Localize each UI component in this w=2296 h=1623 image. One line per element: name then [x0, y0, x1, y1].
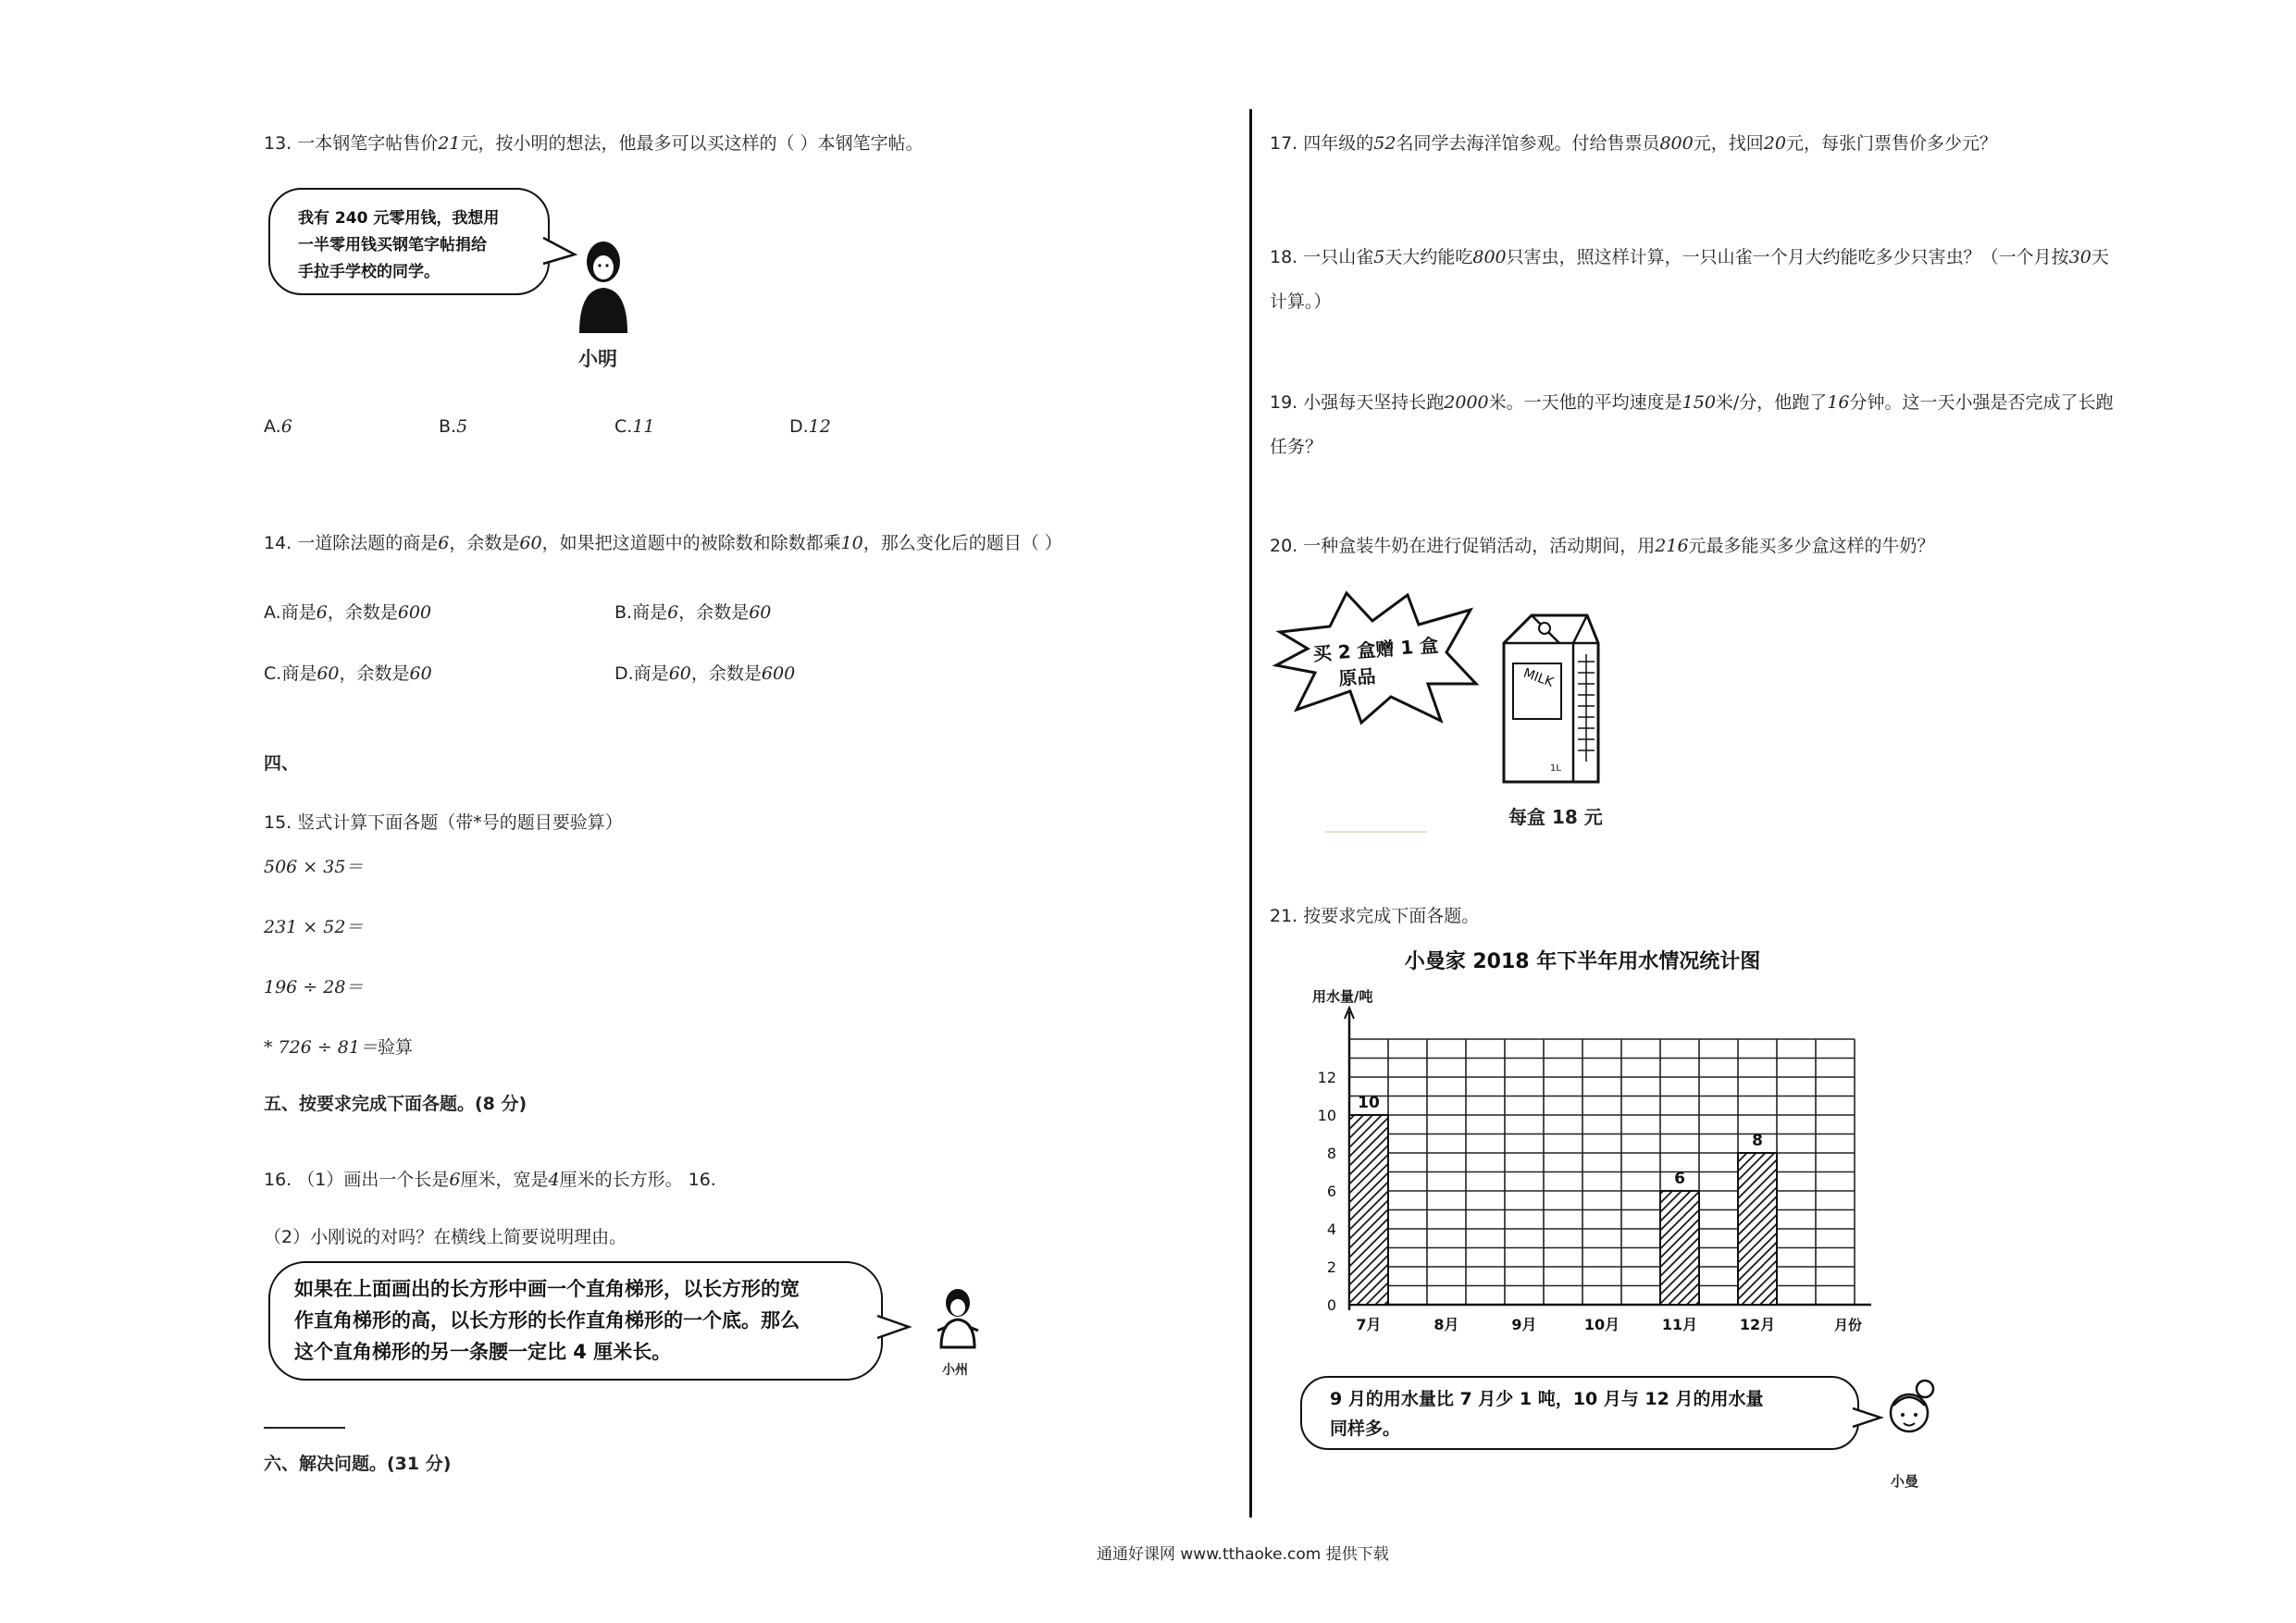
q13-bubble-line: 一半零用钱买钢笔字帖捐给: [298, 236, 487, 254]
option-value: 60: [668, 663, 691, 684]
milk-volume: 1L: [1550, 763, 1561, 774]
q15-item: 196 ÷ 28＝: [264, 977, 364, 997]
q15-item: 506 × 35＝: [264, 857, 364, 877]
bar: [1660, 1191, 1699, 1305]
x-tick-label: 10月: [1583, 1316, 1620, 1333]
q14-stem-part: 14. 一道除法题的商是: [264, 533, 439, 553]
q16-width: 4: [548, 1170, 560, 1190]
y-tick-label: 4: [1326, 1220, 1336, 1238]
promo-burst-icon: [1272, 588, 1481, 726]
q19-number: 2000: [1444, 392, 1489, 413]
q21-stem: 21. 按要求完成下面各题。: [1270, 906, 1480, 926]
q13-option-c[interactable]: [614, 416, 655, 437]
q14-stem-part: ，如果把这道题中的被除数和除数都乘: [541, 533, 841, 553]
bar-data-label: 6: [1674, 1170, 1685, 1188]
y-tick-label: 2: [1326, 1258, 1336, 1276]
option-letter: B.: [614, 602, 633, 623]
option-letter: C.: [614, 416, 633, 437]
q18-text: 天: [2091, 247, 2109, 267]
q17-number: 52: [1373, 133, 1396, 154]
q13-bubble-line: 手拉手学校的同学。: [298, 263, 440, 281]
x-tick-label: 9月: [1511, 1316, 1537, 1333]
xiaozhou-name: 小州: [942, 1363, 968, 1378]
q16-text: 厘米，宽是: [460, 1170, 549, 1190]
q16-text: 16. （1）画出一个长是: [264, 1170, 450, 1190]
q17-number: 20: [1763, 133, 1786, 154]
q13-bubble-line: 我有 240 元零用钱，我想用: [298, 209, 500, 228]
q16-part1: [264, 1166, 716, 1191]
q14-stem-part: ，余数是: [449, 533, 520, 553]
x-tick-label: 11月: [1661, 1316, 1698, 1333]
q15-item-4-expr: * 726 ÷ 81＝: [264, 1037, 378, 1058]
option-value: 11: [632, 416, 655, 437]
option-text: 商是: [633, 663, 669, 684]
option-value: 6: [667, 602, 679, 623]
q17-text: 名同学去海洋馆参观。付给售票员: [1396, 133, 1660, 154]
water-usage-chart: [1277, 935, 1888, 1351]
q19-text: 19. 小强每天坚持长跑: [1270, 392, 1445, 413]
y-tick-label: 12: [1317, 1069, 1336, 1086]
option-text: 商是: [280, 602, 316, 623]
q15-item-4: [264, 1034, 413, 1059]
chart-axes: [1345, 1008, 1871, 1310]
section-6-heading: 六、解决问题。(31 分): [264, 1454, 452, 1474]
q19-number: 150: [1682, 392, 1716, 413]
option-letter: B.: [439, 416, 457, 437]
xiaoman-figure-icon: [1877, 1376, 1942, 1450]
q17-text: 元，找回: [1693, 133, 1764, 154]
option-value: 5: [456, 416, 468, 437]
section-4-heading: 四、: [264, 753, 300, 774]
q13-option-d[interactable]: [789, 416, 831, 437]
q15-item: 231 × 52＝: [264, 917, 364, 937]
option-letter: D.: [789, 416, 809, 437]
option-value: 60: [316, 663, 340, 684]
promo-line2: 原品: [1337, 664, 1377, 690]
section-5-heading: 五、按要求完成下面各题。(8 分): [264, 1094, 527, 1114]
xiaozhou-figure-icon: [930, 1286, 986, 1360]
q18-stem-line2: 计算。）: [1270, 291, 1332, 312]
chart-title: 小曼家 2018 年下半年用水情况统计图: [1404, 950, 1761, 973]
q14-stem-part: ，那么变化后的题目（ ）: [863, 533, 1062, 553]
q18-text: 只害虫，照这样计算，一只山雀一个月大约能吃多少只害虫？（一个月按: [1506, 247, 2069, 267]
q17-text: 17. 四年级的: [1270, 133, 1374, 154]
x-axis-label: 月份: [1834, 1317, 1863, 1333]
q13-option-a[interactable]: [264, 416, 292, 437]
x-tick-label: 12月: [1739, 1316, 1776, 1333]
q13-option-b[interactable]: [439, 416, 467, 437]
q20-text: 20. 一种盒装牛奶在进行促销活动，活动期间，用: [1270, 536, 1656, 556]
q20-text: 元最多能买多少盒这样的牛奶？: [1688, 536, 1935, 556]
option-text: ，余数是: [327, 602, 398, 623]
q19-text: 米/分，他跑了: [1715, 392, 1828, 413]
option-value: 6: [280, 416, 292, 437]
y-tick-label: 10: [1317, 1107, 1336, 1124]
y-axis-label: 用水量/吨: [1312, 988, 1373, 1005]
milk-label: MILK: [1520, 665, 1556, 690]
milk-carton-icon: [1495, 606, 1606, 791]
q14-option-b[interactable]: [614, 599, 771, 624]
option-text: ，余数是: [339, 663, 410, 684]
option-value: 60: [749, 602, 772, 623]
bar: [1738, 1153, 1777, 1305]
q18-number: 800: [1472, 247, 1507, 267]
q20-stem: [1270, 532, 1935, 557]
option-value: 6: [316, 602, 328, 623]
xiaoman-name: 小曼: [1891, 1473, 1919, 1490]
option-text: 商是: [632, 602, 668, 623]
option-letter: D.: [614, 663, 634, 684]
q14-option-a[interactable]: [264, 599, 431, 624]
option-text: 商是: [281, 663, 317, 684]
option-text: ，余数是: [678, 602, 750, 623]
q16-bubble-line: 如果在上面画出的长方形中画一个直角梯形，以长方形的宽: [294, 1278, 800, 1300]
faint-rule: [1325, 831, 1427, 833]
option-letter: A.: [264, 602, 281, 623]
q16-part2: （2）小刚说的对吗？在横线上简要说明理由。: [264, 1227, 627, 1247]
y-tick-label: 0: [1326, 1296, 1336, 1314]
q16-length: 6: [449, 1170, 461, 1190]
q13-stem-a: 13. 一本钢笔字帖售价: [264, 133, 439, 154]
q13-speech-bubble: [268, 188, 550, 295]
q18-number: 5: [1373, 247, 1385, 267]
q21-bubble-line: 同样多。: [1330, 1419, 1401, 1439]
x-tick-label: 7月: [1356, 1316, 1382, 1333]
y-tick-label: 6: [1326, 1183, 1336, 1200]
q18-text: 天大约能吃: [1384, 247, 1473, 267]
xiaoming-figure-icon: [566, 236, 640, 336]
q21-bubble-line: 9 月的用水量比 7 月少 1 吨，10 月与 12 月的用水量: [1330, 1389, 1764, 1409]
q13-stem: [264, 130, 924, 155]
q13-price: 21: [438, 133, 461, 154]
q16-bubble-tail: [875, 1314, 912, 1351]
y-tick-label: 8: [1326, 1145, 1336, 1162]
q14-remainder: 60: [519, 533, 542, 553]
bar-data-label: 10: [1358, 1094, 1380, 1112]
q16-bubble-line: 这个直角梯形的另一条腰一定比 4 厘米长。: [294, 1341, 672, 1363]
q20-number: 216: [1655, 536, 1689, 556]
chart-y-ticks: [1318, 1069, 1336, 1314]
bar: [1349, 1115, 1388, 1305]
page-footer: 通通好课网 www.tthaoke.com 提供下载: [1097, 1545, 1389, 1564]
q16-text: 厘米的长方形。 16.: [559, 1170, 716, 1190]
chart-x-labels: [1356, 1316, 1775, 1333]
promo-line1: 买 2 盒赠 1 盒: [1311, 634, 1440, 665]
q16-speech-bubble: [268, 1261, 883, 1381]
option-letter: A.: [264, 416, 281, 437]
q17-stem: [1270, 130, 1997, 155]
q14-stem: [264, 529, 1062, 554]
option-value: 600: [761, 663, 796, 684]
q14-multiplier: 10: [840, 533, 863, 553]
column-divider: [1249, 109, 1252, 1518]
q16-bubble-line: 作直角梯形的高，以长方形的长作直角梯形的一个底。那么: [294, 1309, 800, 1332]
xiaoming-name: 小明: [578, 348, 617, 370]
option-letter: C.: [264, 663, 282, 684]
q19-text: 分钟。这一天小强是否完成了长跑: [1849, 392, 2114, 413]
q17-text: 元，每张门票售价多少元？: [1785, 133, 1997, 154]
option-value: 60: [409, 663, 432, 684]
q18-number: 30: [2068, 247, 2091, 267]
chart-grid: [1349, 1039, 1855, 1305]
q18-text: 18. 一只山雀: [1270, 247, 1374, 267]
q15-item-4-suffix: 验算: [377, 1037, 413, 1058]
q17-number: 800: [1659, 133, 1694, 154]
q18-stem: [1270, 243, 2109, 268]
chart-bars: [1349, 1094, 1777, 1305]
q14-quotient: 6: [438, 533, 450, 553]
x-tick-label: 8月: [1433, 1316, 1459, 1333]
short-rule: [264, 1427, 345, 1429]
q15-stem: 15. 竖式计算下面各题（带*号的题目要验算）: [264, 812, 623, 833]
q13-stem-b: 元，按小明的想法，他最多可以买这样的（ ）本钢笔字帖。: [460, 133, 924, 154]
q14-option-c[interactable]: [264, 660, 432, 685]
milk-price-caption: 每盒 18 元: [1508, 806, 1603, 828]
option-value: 12: [808, 416, 831, 437]
q19-stem-line2: 任务？: [1270, 437, 1323, 457]
q14-option-d[interactable]: [614, 660, 795, 685]
q19-number: 16: [1827, 392, 1850, 413]
q19-stem: [1270, 389, 2114, 414]
option-value: 600: [397, 602, 432, 623]
q21-speech-bubble: [1300, 1376, 1859, 1450]
q19-text: 米。一天他的平均速度是: [1488, 392, 1682, 413]
option-text: ，余数是: [690, 663, 762, 684]
bar-data-label: 8: [1752, 1132, 1763, 1150]
